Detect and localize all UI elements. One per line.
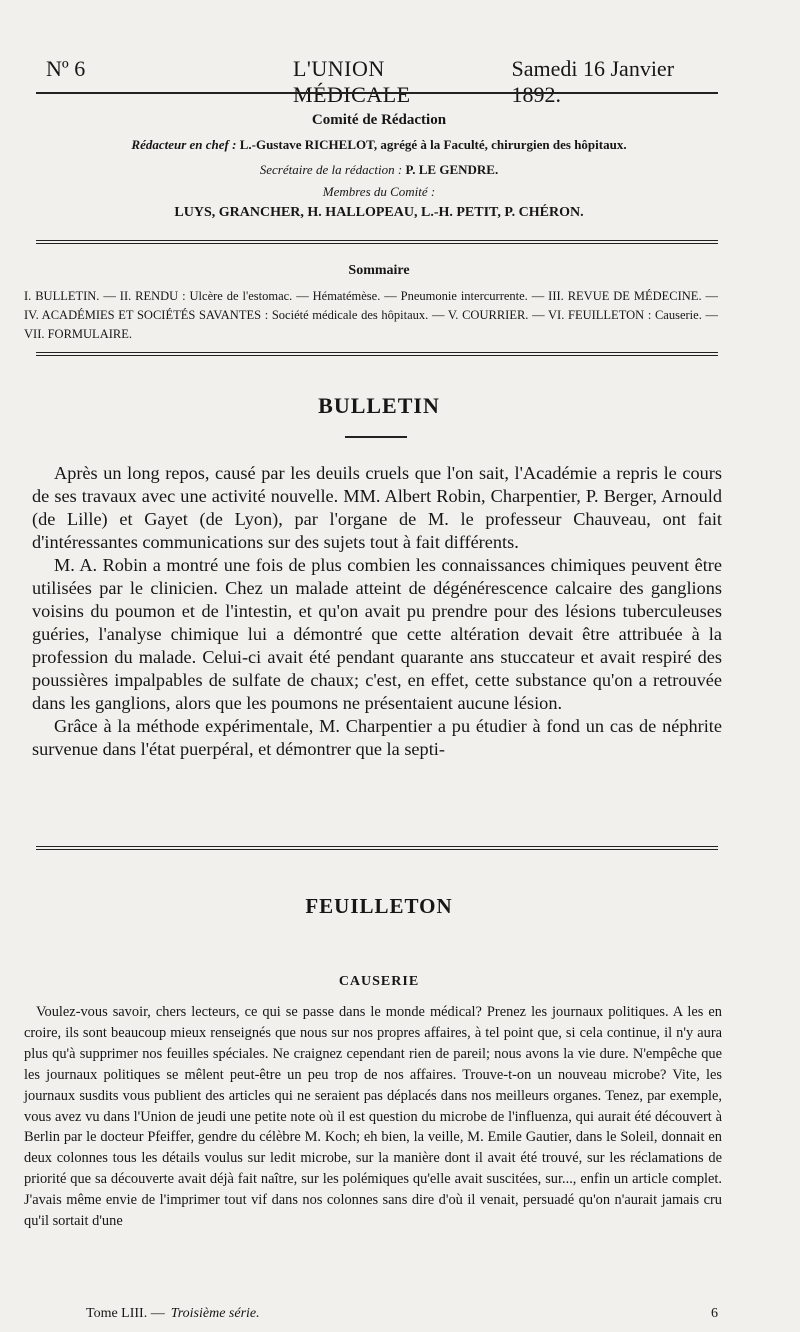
issue-number: Nº 6	[46, 56, 86, 81]
bulletin-paragraph: M. A. Robin a montré une fois de plus combien les connaissances chimiques peuvent être utilisées par le clinicien. Chez un malade atteint de dégénérescence calcaire des ganglions voisins du poumon et de l'intestin, et qu'on avait pu prendre pour des lésions tuberculeuses guéries, l'analyse chimique lui a démontré que cette altération devait être attribuée à la profession du malade. Celui-ci avait été pendant quarante ans stuccateur et avait respiré des poussières impalpables de sulfate de chaux; c'est, en effet, cette substance qu'on a retrouvée dans les ganglions, alors que les poumons ne présentaient aucune lésion.	[32, 555, 722, 713]
bulletin-body	[32, 462, 722, 761]
secretary-line	[40, 162, 718, 178]
issue-date: Samedi 16 Janvier 1892.	[511, 56, 675, 107]
committee-members: LUYS, GRANCHER, H. HALLOPEAU, L.-H. PETIT, P. CHÉRON.	[174, 205, 584, 220]
secretary-name: P. LE GENDRE.	[405, 162, 499, 177]
header-rule	[36, 92, 718, 94]
volume-label: Tome LIII. —	[86, 1306, 165, 1321]
page-footer	[86, 1306, 718, 1322]
bulletin-title: BULLETIN	[318, 393, 440, 418]
running-header	[36, 56, 718, 107]
bulletin-paragraph: Grâce à la méthode expérimentale, M. Charpentier a pu étudier à fond un cas de néphrite survenue dans l'état puerpéral, et démontrer que la septi-	[32, 716, 722, 759]
feuilleton-paragraph: Voulez-vous savoir, chers lecteurs, ce qui se passe dans le monde médical? Prenez les journaux politiques. A les en croire, ils sont beaucoup mieux renseignés que nous sur nos propres affaires, à tel point que, si cela continue, il n'y aura plus qu'à supprimer nos feuilles spéciales. Ne craignez cependant rien de pareil; nous avons la vie dure. N'empêche que les journaux politiques se mêlent peut-être un peu trop de nos affaires. Trouve-t-on un nouveau microbe? Vite, les journaux susdits vous publient des articles qui ne seraient pas déplacés dans nos meilleurs organes. Tenez, par exemple, vous avez vu dans l'Union de jeudi une petite note où il est question du microbe de l'influenza, qui aurait été découvert à Berlin par le docteur Pfeiffer, gendre du célèbre M. Koch; eh bien, la veille, M. Emile Gautier, dans le Soleil, donnait en deux colonnes tous les détails voulus sur ledit microbe, sur la manière dont il avait été trouvé, sur les réclamations de priorité que sa découverte avait déjà fait naître, sur les polémiques qu'elle avait suscitées, sur..., enfin un article complet. J'avais même envie de l'imprimer tout vif dans nos colonnes sans dire d'où il venait, persuadé qu'on n'aurait jamais cru qu'il sortait d'une	[24, 1004, 722, 1230]
page-number: 6	[711, 1306, 718, 1321]
feuilleton-title: FEUILLETON	[305, 894, 453, 918]
journal-title: L'UNION MÉDICALE	[292, 56, 411, 107]
members-label: Membres du Comité :	[322, 184, 436, 199]
secretary-label: Secrétaire de la rédaction :	[259, 162, 403, 177]
editor-in-chief-line	[40, 137, 718, 153]
feuilleton-rule	[36, 846, 718, 850]
sommaire-title: Sommaire	[348, 263, 410, 278]
committee-title: Comité de Rédaction	[311, 112, 447, 128]
sommaire-rule	[36, 352, 718, 356]
bulletin-paragraph: Après un long repos, causé par les deuils cruels que l'on sait, l'Académie a repris le cours de ses travaux avec une activité nouvelle. MM. Albert Robin, Charpentier, P. Berger, Arnould (de Lille) et Gayet (de Lyon), par l'organe de M. le professeur Chauveau, ont fait d'intéressantes communications sur des sujets tout à fait différents.	[32, 463, 722, 552]
sommaire-text: I. BULLETIN. — II. RENDU : Ulcère de l'estomac. — Hématémèse. — Pneumonie intercurrente. — III. REVUE DE MÉDECINE. — IV. ACADÉMIES ET SOCIÉTÉS SAVANTES : Société médicale des hôpitaux. — V. COURRIER. — VI. FEUILLETON : Causerie. — VII. FORMULAIRE.	[24, 289, 718, 341]
committee-rule	[36, 240, 718, 244]
feuilleton-body	[24, 1002, 722, 1232]
bulletin-underline	[345, 436, 407, 438]
editor-in-chief-label: Rédacteur en chef :	[131, 137, 237, 152]
editor-in-chief: L.-Gustave RICHELOT, agrégé à la Faculté, chirurgien des hôpitaux.	[239, 137, 627, 152]
series-label: Troisième série.	[170, 1306, 260, 1321]
causerie-title: CAUSERIE	[338, 974, 420, 989]
